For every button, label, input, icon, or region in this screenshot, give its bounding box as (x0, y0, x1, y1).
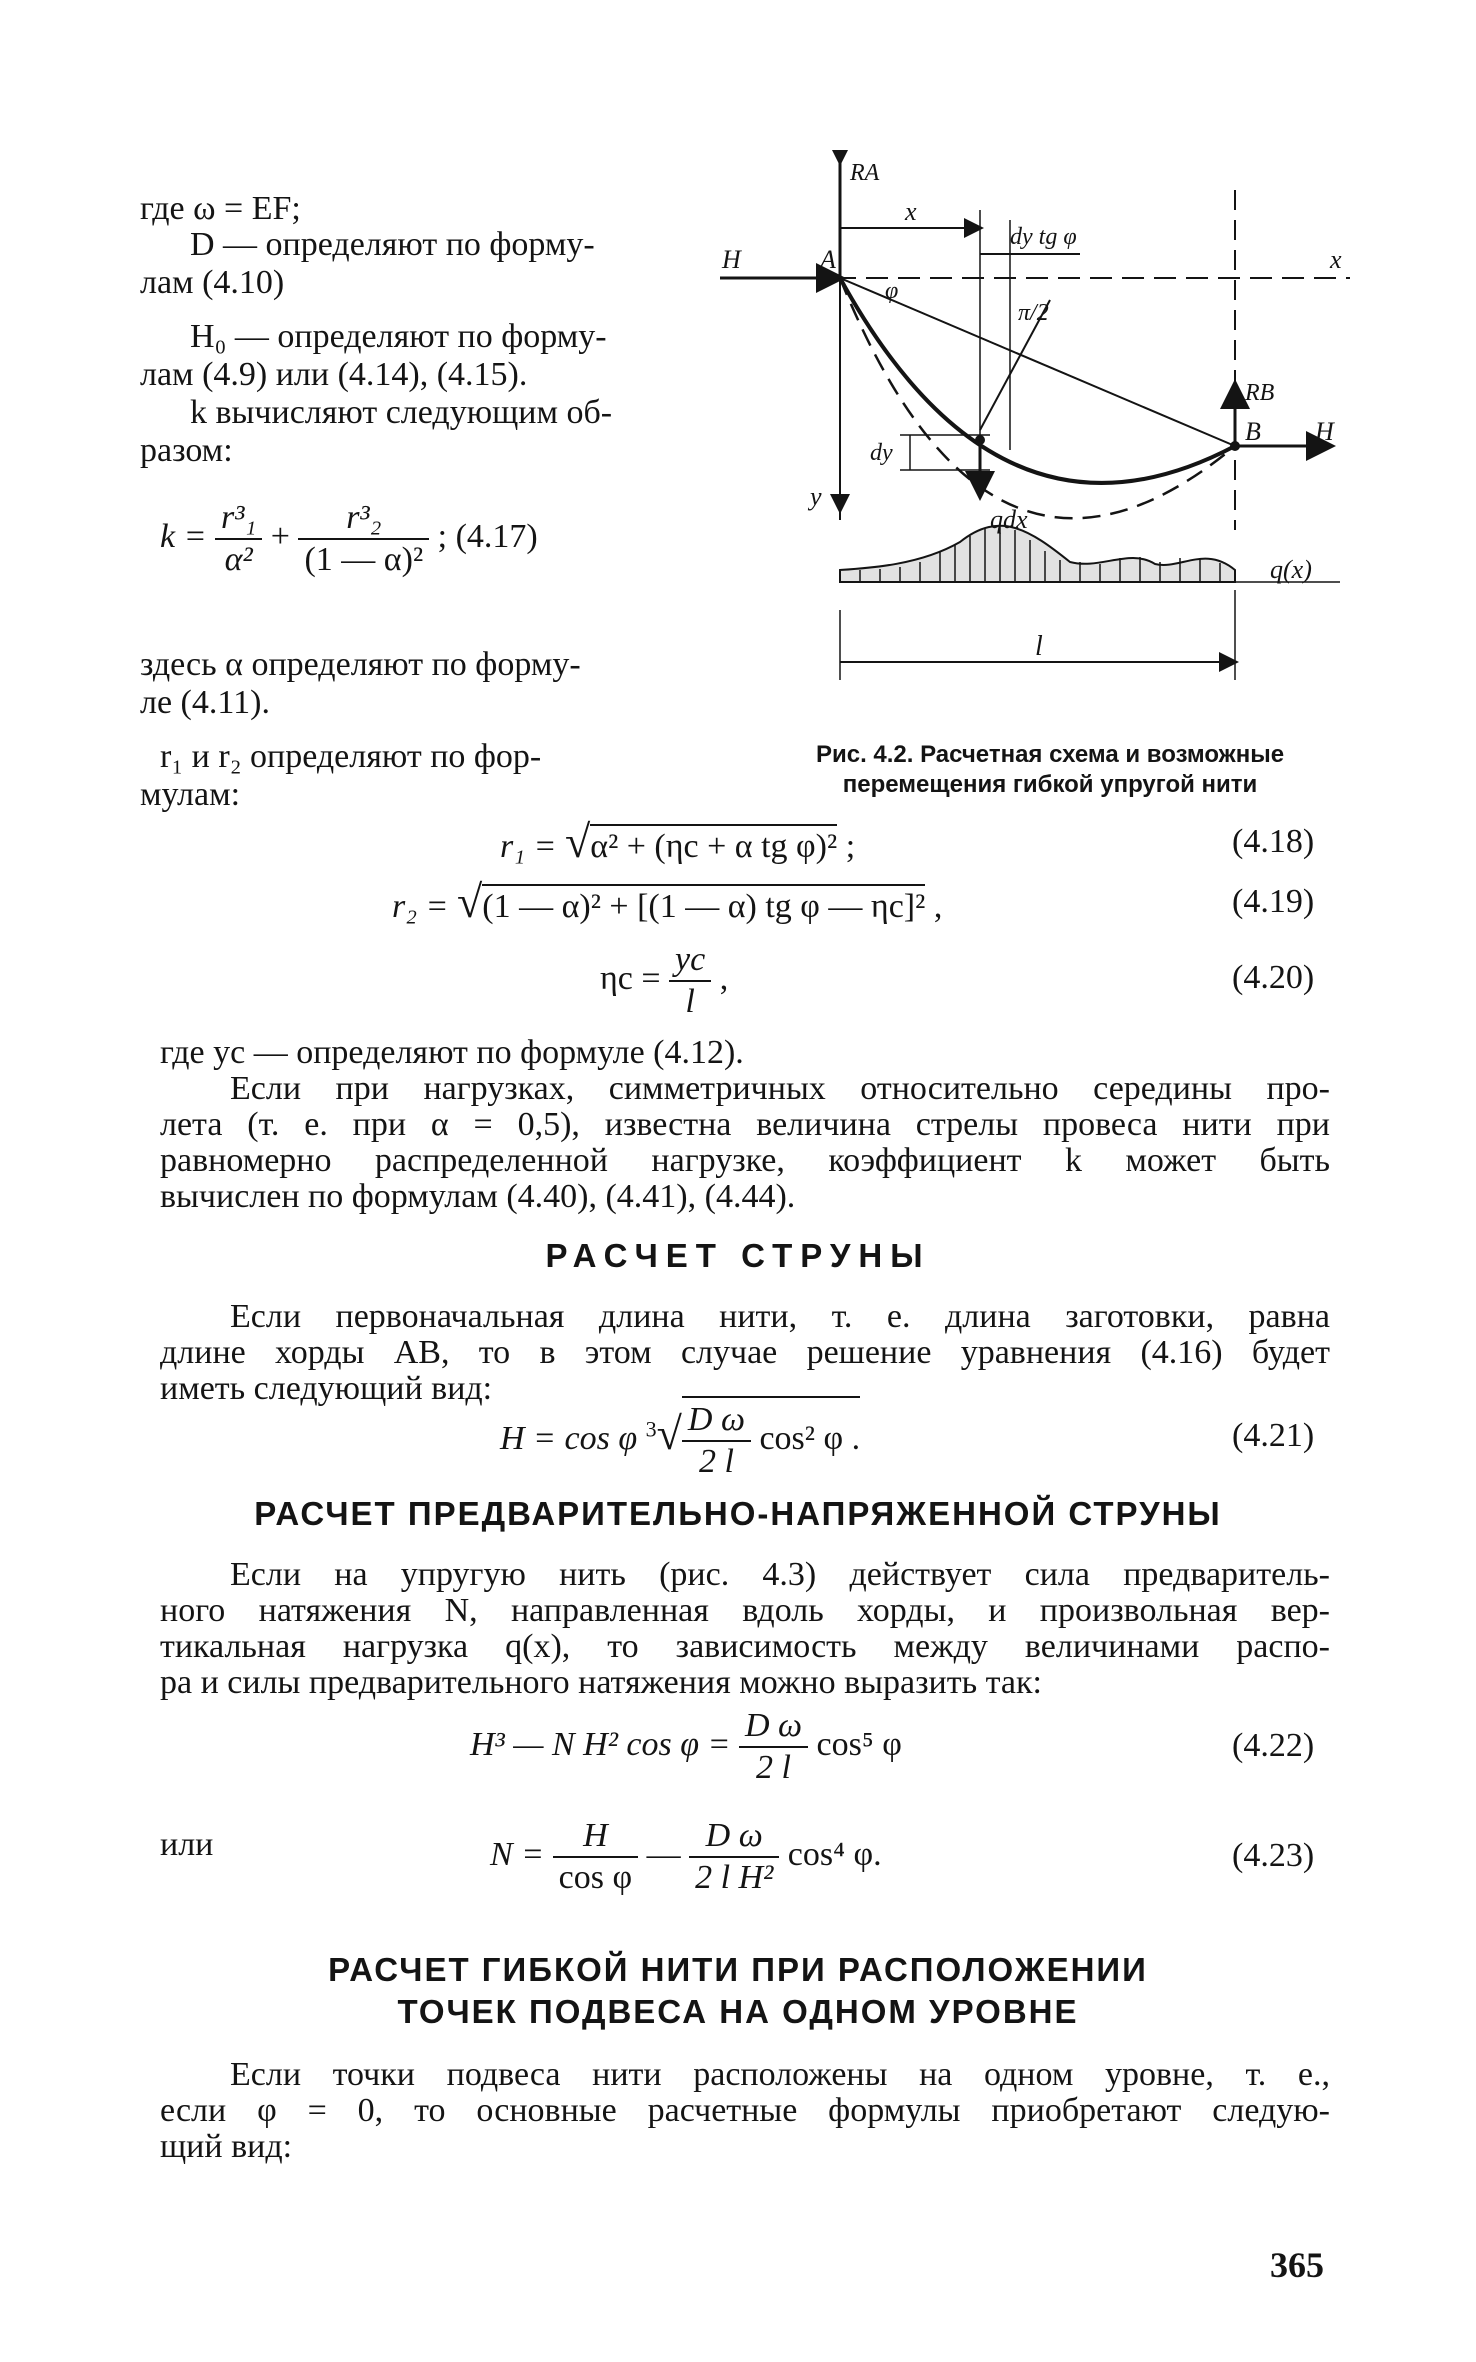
page-number: 365 (1270, 2245, 1324, 2285)
body-line: если φ = 0, то основные расчетные формулы приобретают следую- (160, 2092, 1330, 2129)
left-text-line: разом: (140, 432, 233, 469)
left-text-line: здесь α определяют по форму- (140, 646, 581, 683)
body-line: щий вид: (160, 2128, 293, 2165)
section-heading: РАСЧЕТ ПРЕДВАРИТЕЛЬНО-НАПРЯЖЕННОЙ СТРУНЫ (254, 1495, 1222, 1532)
body-line: длине хорды AB, то в этом случае решение уравнения (4.16) будет (160, 1334, 1330, 1371)
section-heading: РАСЧЕТ ГИБКОЙ НИТИ ПРИ РАСПОЛОЖЕНИИ (328, 1951, 1148, 1988)
body-line: тикальная нагрузка q(x), то зависимость между величинами распо- (160, 1628, 1330, 1665)
left-text-line: H₀ — определяют по форму- (190, 318, 607, 355)
eq-number: (4.22) (1232, 1727, 1315, 1764)
left-text-line: мулам: (140, 776, 241, 813)
equation-4-18: r₁ = √α² + (ηc + α tg φ)² ; (500, 816, 856, 867)
body-line: лета (т. е. при α = 0,5), известна величина стрелы провеса нити при (160, 1106, 1330, 1143)
eq-number: (4.23) (1232, 1837, 1315, 1874)
body-line: равномерно распределенной нагрузке, коэффициент k может быть (160, 1142, 1330, 1179)
eq-number: (4.20) (1232, 959, 1315, 996)
left-text-line: где ω = EF; (140, 190, 301, 227)
label-dy: dy (870, 440, 893, 466)
section-heading: РАСЧЕТ СТРУНЫ (545, 1237, 931, 1274)
left-text-line: D — определяют по форму- (190, 226, 595, 263)
eq-number: (4.21) (1232, 1417, 1315, 1454)
body-line: Если при нагрузках, симметричных относительно середины про- (230, 1070, 1330, 1107)
label-rb: RB (1245, 380, 1275, 406)
label-y: y (810, 482, 822, 511)
label-a: A (820, 245, 836, 274)
equation-4-19: r₂ = √(1 — α)² + [(1 — α) tg φ — ηc]² , (392, 876, 943, 927)
label-pi2: π/2 (1018, 300, 1049, 326)
body-line: где yc — определяют по формуле (4.12). (160, 1034, 744, 1071)
equation-4-20: ηc = $\frac{yc}{l}$ , (600, 941, 729, 1020)
figure-4-2 (700, 150, 1360, 710)
left-text-line: лам (4.9) или (4.14), (4.15). (140, 356, 528, 393)
label-qx: q(x) (1270, 555, 1312, 584)
eq-number: (4.19) (1232, 883, 1315, 920)
label-ra: RA (850, 160, 880, 186)
figure-caption-line1: Рис. 4.2. Расчетная схема и возможные (815, 741, 1285, 768)
label-x-axis: x (1330, 245, 1342, 274)
label-x-top: x (905, 197, 917, 226)
equation-4-23: N = $\frac{H}{\text{cos φ}}$ — $\frac{\text{D ω}}{\text{2 l H²}}$ cos⁴ φ. (490, 1817, 882, 1896)
equation-4-17: k = $\frac{\text{r³₁}}{\text{α²}}$ + $\frac{\text{r³₂}}{\text{(1 — α)²}}$ ; (4.17) (160, 499, 538, 578)
eq-number: (4.18) (1232, 823, 1315, 860)
body-line: или (160, 1826, 214, 1863)
figure-caption-line2: перемещения гибкой упругой нити (842, 771, 1258, 798)
body-line: вычислен по формулам (4.40), (4.41), (4.44). (160, 1178, 796, 1215)
body-line: Если на упругую нить (рис. 4.3) действует сила предваритель- (230, 1556, 1330, 1593)
left-text-line: r₁ и r₂ определяют по фор- (160, 738, 542, 775)
left-text-line: k вычисляют следующим об- (190, 394, 613, 431)
body-line: Если точки подвеса нити расположены на одном уровне, т. е., (230, 2056, 1330, 2093)
body-line: ра и силы предварительного натяжения можно выразить так: (160, 1664, 1042, 1701)
label-dytg: dy tg φ (1010, 224, 1077, 250)
label-qdx: qdx (990, 505, 1028, 534)
equation-4-22: H³ — N H² cos φ = $\frac{\text{D ω}}{2 l}$ cos⁵ φ (470, 1707, 902, 1786)
label-h-right: H (1315, 417, 1334, 446)
left-text-line: лам (4.10) (140, 264, 285, 301)
equation-4-21: H = cos φ $^3$√ $\frac{\text{D ω}}{2 l}$ cos² φ . (500, 1396, 860, 1482)
body-line: ного натяжения N, направленная вдоль хорды, и произвольная вер- (160, 1592, 1330, 1629)
label-phi: φ (885, 278, 899, 304)
left-text-line: ле (4.11). (140, 684, 270, 721)
label-b: B (1245, 417, 1261, 446)
label-h-left: H (722, 245, 741, 274)
section-heading: ТОЧЕК ПОДВЕСА НА ОДНОМ УРОВНЕ (397, 1993, 1079, 2030)
body-line: иметь следующий вид: (160, 1370, 493, 1407)
body-line: Если первоначальная длина нити, т. е. длина заготовки, равна (230, 1298, 1330, 1335)
label-l: l (1035, 631, 1043, 662)
